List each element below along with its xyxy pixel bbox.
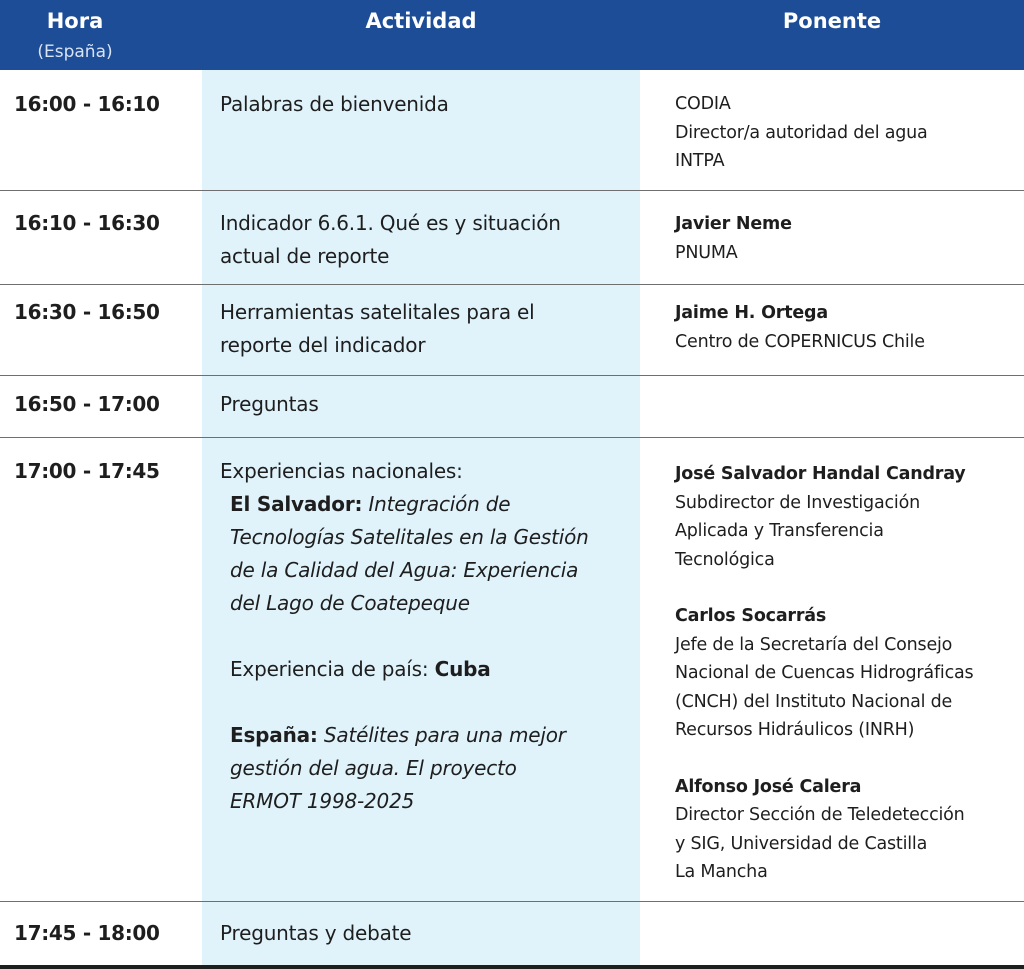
speaker-name: Alfonso José Calera [675, 776, 862, 797]
activity-line: reporte del indicador [220, 333, 426, 357]
speaker-line: La Mancha [675, 862, 768, 882]
header-hora-sub: (España) [37, 42, 113, 62]
header-ponente: Ponente [782, 9, 882, 33]
experience-title-line: Integración de [368, 492, 511, 516]
country-label: España: [230, 723, 318, 747]
speaker-block [675, 773, 1020, 887]
row-divider [0, 284, 1024, 285]
row-time: 16:50 - 17:00 [14, 392, 160, 416]
row-speakers [675, 460, 1020, 887]
experience-title-line: de la Calidad del Agua: Experiencia [230, 558, 579, 582]
row-divider [0, 437, 1024, 438]
row-activity [220, 207, 625, 273]
speaker-block [675, 602, 1020, 745]
experience-el-salvador [220, 488, 625, 620]
row-speaker [675, 90, 1020, 176]
speaker-org: Centro de COPERNICUS Chile [675, 331, 925, 352]
speaker-block [675, 460, 1020, 574]
table-header [0, 0, 1024, 70]
row-divider [0, 901, 1024, 902]
row-activity: Palabras de bienvenida [220, 92, 449, 116]
experience-title-line: gestión del agua. El proyecto [230, 756, 517, 780]
speaker-line: y SIG, Universidad de Castilla [675, 833, 928, 854]
country-label: El Salvador: [230, 492, 363, 516]
country-label: Cuba [434, 657, 491, 681]
activity-line: Indicador 6.6.1. Qué es y situación [220, 211, 561, 235]
speaker-line: Nacional de Cuencas Hidrográficas [675, 663, 974, 683]
experience-title-line: del Lago de Coatepeque [230, 591, 470, 615]
speaker-line: Recursos Hidráulicos (INRH) [675, 720, 915, 740]
experience-espana [220, 719, 625, 818]
row-divider [0, 190, 1024, 191]
row-time: 16:30 - 16:50 [14, 300, 160, 324]
speaker-line: (CNCH) del Instituto Nacional de [675, 691, 953, 712]
row-activity: Preguntas y debate [220, 921, 412, 945]
experience-title-line: Tecnologías Satelitales en la Gestión [230, 525, 589, 549]
activity-intro: Experiencias nacionales: [220, 459, 463, 483]
speaker-line: Aplicada y Transferencia [675, 521, 884, 541]
row-speaker [675, 210, 1020, 267]
experience-text: Experiencia de país: [230, 657, 429, 681]
table-bottom-border [0, 965, 1024, 969]
speaker-line: Director Sección de Teledetección [675, 805, 965, 825]
row-time: 16:00 - 16:10 [14, 92, 160, 116]
header-actividad: Actividad [365, 9, 477, 33]
row-activity: Preguntas [220, 392, 319, 416]
row-divider [0, 375, 1024, 376]
speaker-name: José Salvador Handal Candray [675, 464, 966, 484]
speaker-line: INTPA [675, 151, 725, 171]
speaker-name: Jaime H. Ortega [675, 303, 828, 323]
speaker-line: Jefe de la Secretaría del Consejo [675, 634, 953, 655]
header-hora: Hora [46, 9, 104, 33]
speaker-org: PNUMA [675, 242, 738, 263]
row-speaker [675, 299, 1020, 356]
speaker-name: Carlos Socarrás [675, 606, 827, 626]
activity-line: Herramientas satelitales para el [220, 300, 535, 324]
experience-title-line: ERMOT 1998-2025 [230, 789, 415, 813]
speaker-line: Tecnológica [675, 549, 775, 570]
row-time: 16:10 - 16:30 [14, 211, 160, 235]
row-time: 17:45 - 18:00 [14, 921, 160, 945]
row-activity [220, 296, 625, 362]
row-activity [220, 455, 625, 818]
activity-line: actual de reporte [220, 244, 390, 268]
experience-cuba [220, 653, 625, 686]
speaker-line: CODIA [675, 94, 731, 114]
speaker-name: Javier Neme [675, 214, 792, 234]
speaker-line: Director/a autoridad del agua [675, 122, 928, 143]
experience-title-line: Satélites para una mejor [323, 723, 566, 747]
speaker-line: Subdirector de Investigación [675, 492, 920, 513]
row-time: 17:00 - 17:45 [14, 459, 160, 483]
